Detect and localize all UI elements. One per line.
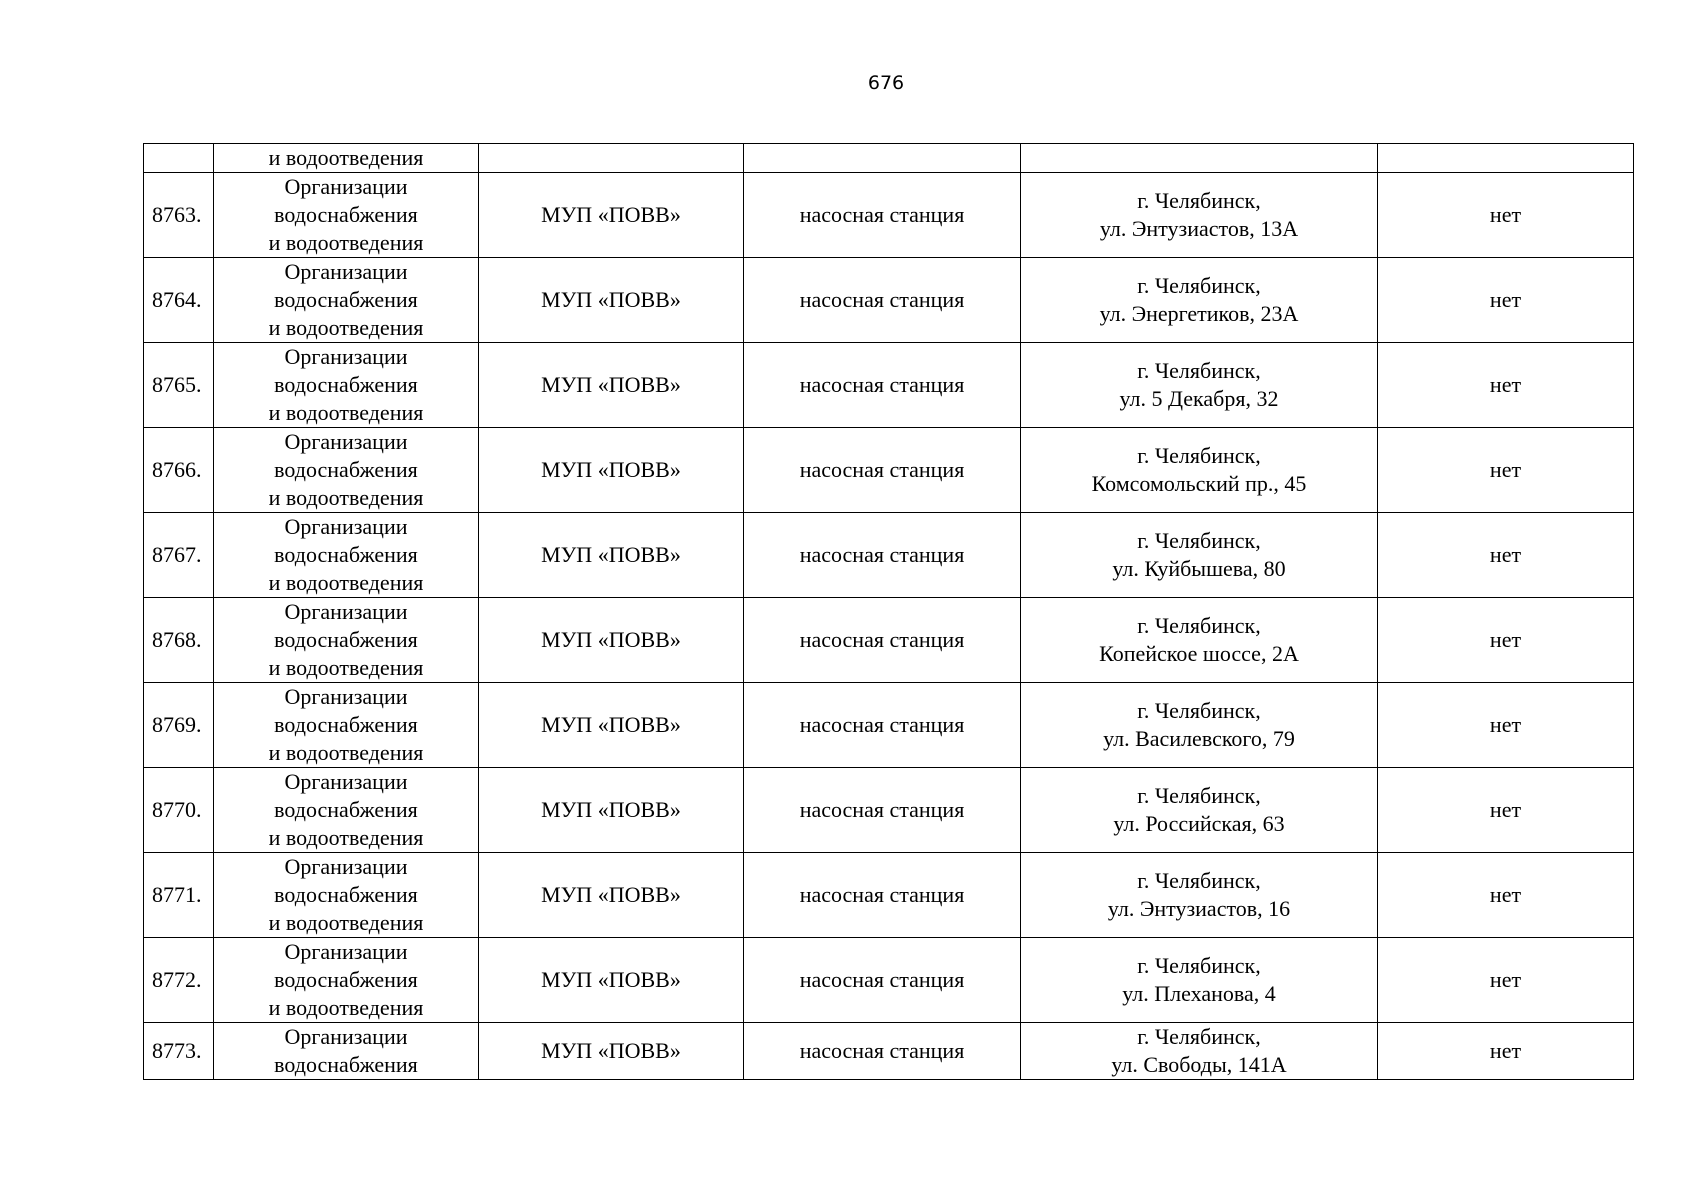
cell-type-line: Организации bbox=[284, 939, 408, 964]
cell-type-line: Организации bbox=[284, 429, 408, 454]
cell-num: 8770. bbox=[144, 768, 214, 853]
cell-object bbox=[744, 144, 1021, 173]
table-row bbox=[144, 513, 1634, 598]
cell-type-line: и водоотведения bbox=[268, 485, 424, 510]
cell-org: МУП «ПОВВ» bbox=[479, 598, 744, 683]
cell-type-line: и водоотведения bbox=[268, 315, 424, 340]
cell-type-line: и водоотведения bbox=[268, 400, 424, 425]
cell-org: МУП «ПОВВ» bbox=[479, 853, 744, 938]
cell-org: МУП «ПОВВ» bbox=[479, 258, 744, 343]
cell-type-line: Организации bbox=[284, 599, 408, 624]
cell-num: 8769. bbox=[144, 683, 214, 768]
cell-object: насосная станция bbox=[744, 513, 1021, 598]
cell-type-line: водоснабжения bbox=[274, 372, 418, 397]
cell-status: нет bbox=[1378, 768, 1634, 853]
cell-type bbox=[214, 173, 479, 258]
table-row bbox=[144, 683, 1634, 768]
cell-type-line: Организации bbox=[284, 514, 408, 539]
table-row bbox=[144, 853, 1634, 938]
cell-type-line: и водоотведения bbox=[268, 655, 424, 680]
cell-type-line: водоснабжения bbox=[274, 712, 418, 737]
cell-address-line: г. Челябинск, bbox=[1137, 953, 1261, 978]
registry-table-body bbox=[144, 144, 1634, 1080]
cell-type bbox=[214, 938, 479, 1023]
table-row bbox=[144, 173, 1634, 258]
cell-address-line: г. Челябинск, bbox=[1137, 358, 1261, 383]
cell-address-line: г. Челябинск, bbox=[1137, 273, 1261, 298]
cell-address bbox=[1021, 683, 1378, 768]
cell-type: и водоотведения bbox=[214, 144, 479, 173]
cell-type-line: водоснабжения bbox=[274, 967, 418, 992]
cell-address-line: ул. Куйбышева, 80 bbox=[1112, 556, 1286, 581]
cell-status: нет bbox=[1378, 513, 1634, 598]
cell-address bbox=[1021, 513, 1378, 598]
cell-object: насосная станция bbox=[744, 683, 1021, 768]
cell-status: нет bbox=[1378, 853, 1634, 938]
cell-address bbox=[1021, 1023, 1378, 1080]
cell-type bbox=[214, 343, 479, 428]
registry-table bbox=[143, 143, 1634, 1080]
cell-num: 8765. bbox=[144, 343, 214, 428]
cell-type bbox=[214, 768, 479, 853]
cell-address-line: г. Челябинск, bbox=[1137, 188, 1261, 213]
cell-org: МУП «ПОВВ» bbox=[479, 513, 744, 598]
table-row bbox=[144, 343, 1634, 428]
cell-address-line: ул. Свободы, 141А bbox=[1111, 1052, 1287, 1077]
table-row-continuation bbox=[144, 144, 1634, 173]
cell-address-line: Комсомольский пр., 45 bbox=[1091, 471, 1307, 496]
cell-address-line: ул. Российская, 63 bbox=[1113, 811, 1285, 836]
cell-type bbox=[214, 683, 479, 768]
cell-status: нет bbox=[1378, 428, 1634, 513]
page-number: 676 bbox=[867, 72, 905, 94]
cell-address-line: ул. Энтузиастов, 16 bbox=[1107, 896, 1291, 921]
cell-num: 8763. bbox=[144, 173, 214, 258]
table-row bbox=[144, 258, 1634, 343]
cell-status bbox=[1378, 144, 1634, 173]
cell-status: нет bbox=[1378, 938, 1634, 1023]
cell-address-line: г. Челябинск, bbox=[1137, 783, 1261, 808]
cell-type-line: и водоотведения bbox=[268, 995, 424, 1020]
cell-object: насосная станция bbox=[744, 428, 1021, 513]
cell-type bbox=[214, 513, 479, 598]
cell-type-line: Организации bbox=[284, 1024, 408, 1049]
cell-address bbox=[1021, 768, 1378, 853]
table-row bbox=[144, 428, 1634, 513]
cell-type-line: Организации bbox=[284, 684, 408, 709]
cell-type bbox=[214, 598, 479, 683]
cell-object: насосная станция bbox=[744, 343, 1021, 428]
cell-status: нет bbox=[1378, 1023, 1634, 1080]
cell-type-line: Организации bbox=[284, 769, 408, 794]
cell-address-line: ул. Плеханова, 4 bbox=[1122, 981, 1276, 1006]
cell-type-line: и водоотведения bbox=[268, 230, 424, 255]
table-row bbox=[144, 768, 1634, 853]
cell-address bbox=[1021, 173, 1378, 258]
cell-type-line: водоснабжения bbox=[274, 882, 418, 907]
cell-num bbox=[144, 144, 214, 173]
cell-address-line: г. Челябинск, bbox=[1137, 868, 1261, 893]
cell-address-line: Копейское шоссе, 2А bbox=[1099, 641, 1299, 666]
cell-address-line: г. Челябинск, bbox=[1137, 613, 1261, 638]
cell-org: МУП «ПОВВ» bbox=[479, 173, 744, 258]
cell-object: насосная станция bbox=[744, 938, 1021, 1023]
cell-address-line: ул. Василевского, 79 bbox=[1103, 726, 1295, 751]
cell-org: МУП «ПОВВ» bbox=[479, 1023, 744, 1080]
cell-org: МУП «ПОВВ» bbox=[479, 938, 744, 1023]
cell-object: насосная станция bbox=[744, 1023, 1021, 1080]
cell-type-line: Организации bbox=[284, 174, 408, 199]
cell-object: насосная станция bbox=[744, 768, 1021, 853]
cell-type-line: Организации bbox=[284, 854, 408, 879]
cell-status: нет bbox=[1378, 258, 1634, 343]
cell-type-line: и водоотведения bbox=[268, 740, 424, 765]
cell-address bbox=[1021, 258, 1378, 343]
cell-org: МУП «ПОВВ» bbox=[479, 343, 744, 428]
cell-type-line: водоснабжения bbox=[274, 1052, 418, 1077]
cell-type-line: и водоотведения bbox=[268, 910, 424, 935]
cell-address-line: г. Челябинск, bbox=[1137, 698, 1261, 723]
cell-type bbox=[214, 1023, 479, 1080]
cell-num: 8766. bbox=[144, 428, 214, 513]
cell-address-line: ул. Энтузиастов, 13А bbox=[1099, 216, 1299, 241]
cell-type-line: Организации bbox=[284, 259, 408, 284]
cell-status: нет bbox=[1378, 343, 1634, 428]
cell-address bbox=[1021, 853, 1378, 938]
cell-address bbox=[1021, 428, 1378, 513]
cell-address-line: г. Челябинск, bbox=[1137, 443, 1261, 468]
cell-num: 8768. bbox=[144, 598, 214, 683]
cell-status: нет bbox=[1378, 173, 1634, 258]
cell-type bbox=[214, 853, 479, 938]
cell-object: насосная станция bbox=[744, 173, 1021, 258]
cell-type-line: водоснабжения bbox=[274, 797, 418, 822]
cell-type-line: водоснабжения bbox=[274, 202, 418, 227]
table-row bbox=[144, 1023, 1634, 1080]
cell-object: насосная станция bbox=[744, 598, 1021, 683]
cell-address-line: ул. 5 Декабря, 32 bbox=[1119, 386, 1279, 411]
cell-status: нет bbox=[1378, 683, 1634, 768]
cell-address bbox=[1021, 144, 1378, 173]
cell-status: нет bbox=[1378, 598, 1634, 683]
cell-address-line: г. Челябинск, bbox=[1137, 528, 1261, 553]
cell-num: 8771. bbox=[144, 853, 214, 938]
cell-org: МУП «ПОВВ» bbox=[479, 683, 744, 768]
cell-num: 8773. bbox=[144, 1023, 214, 1080]
cell-type bbox=[214, 258, 479, 343]
cell-address-line: ул. Энергетиков, 23А bbox=[1099, 301, 1299, 326]
cell-org: МУП «ПОВВ» bbox=[479, 428, 744, 513]
cell-num: 8767. bbox=[144, 513, 214, 598]
cell-type-line: водоснабжения bbox=[274, 542, 418, 567]
cell-object: насосная станция bbox=[744, 853, 1021, 938]
cell-type-line: и водоотведения bbox=[268, 570, 424, 595]
table-row bbox=[144, 938, 1634, 1023]
cell-type-line: водоснабжения bbox=[274, 457, 418, 482]
cell-object: насосная станция bbox=[744, 258, 1021, 343]
cell-num: 8764. bbox=[144, 258, 214, 343]
table-row bbox=[144, 598, 1634, 683]
cell-org: МУП «ПОВВ» bbox=[479, 768, 744, 853]
cell-address-line: г. Челябинск, bbox=[1137, 1024, 1261, 1049]
cell-type-line: водоснабжения bbox=[274, 627, 418, 652]
cell-address bbox=[1021, 938, 1378, 1023]
cell-address bbox=[1021, 343, 1378, 428]
cell-type bbox=[214, 428, 479, 513]
cell-type-line: и водоотведения bbox=[268, 825, 424, 850]
cell-num: 8772. bbox=[144, 938, 214, 1023]
cell-type-line: водоснабжения bbox=[274, 287, 418, 312]
cell-address bbox=[1021, 598, 1378, 683]
cell-type-line: Организации bbox=[284, 344, 408, 369]
cell-org bbox=[479, 144, 744, 173]
